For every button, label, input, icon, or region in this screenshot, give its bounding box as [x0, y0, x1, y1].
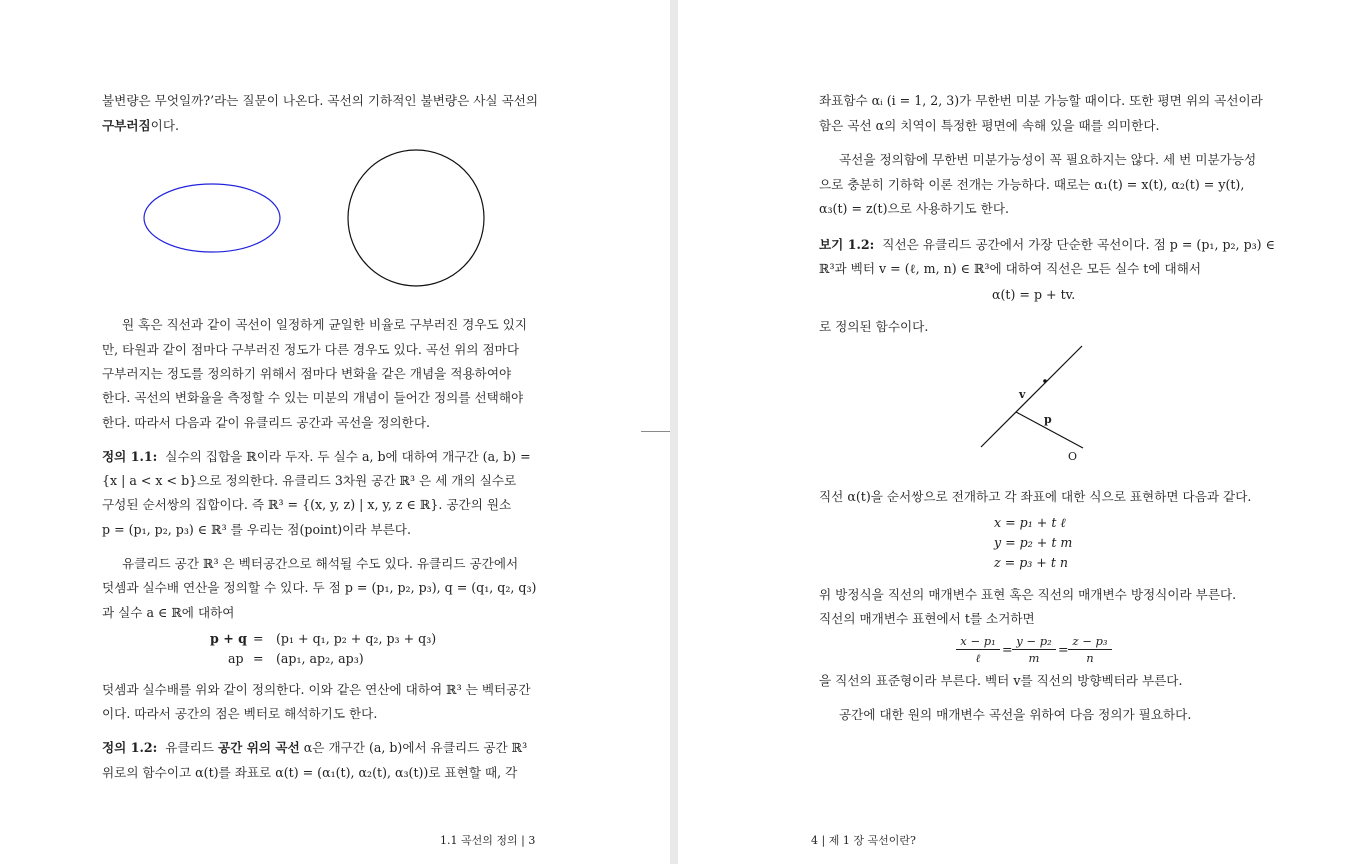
text-line: 덧셈과 실수배 연산을 정의할 수 있다. 두 점 p = (p₁, p₂, p₃), q = (q₁, q₂, q₃) [102, 580, 537, 595]
page-footer: 4 | 제 1 장 곡선이란? [811, 834, 916, 847]
left-page [0, 0, 670, 864]
definition-1-2: 정의 1.2: 유클리드 공간 위의 곡선 α은 개구간 (a, b)에서 유클리드 공간 ℝ³ [102, 740, 528, 755]
text-line: 공간에 대한 원의 매개변수 곡선을 위하여 다음 정의가 필요하다. [839, 707, 1192, 722]
text-line: 과 실수 a ∈ ℝ에 대하여 [102, 605, 235, 620]
text-line: 원 혹은 직선과 같이 곡선이 일정하게 균일한 비율로 구부러진 경우도 있지 [122, 317, 527, 332]
text-line: 덧셈과 실수배를 위와 같이 정의한다. 이와 같은 연산에 대하여 ℝ³ 는 벡터공간 [102, 682, 531, 697]
equation-sign: = [253, 651, 264, 666]
text-line: 이다. 따라서 공간의 점은 벡터로 해석하기도 한다. [102, 706, 378, 721]
text-line: 으로 충분히 기하학 이론 전개는 가능하다. 때로는 α₁(t) = x(t), α₂(t) = y(t), [819, 177, 1245, 192]
example-1-2: 보기 1.2: 직선은 유클리드 공간에서 가장 단순한 곡선이다. 점 p = (p₁, p₂, p₃) ∈ [819, 237, 1275, 252]
definition-1-1: 정의 1.1: 실수의 집합을 ℝ이라 두자. 두 실수 a, b에 대하여 개구간 (a, b) = [102, 449, 531, 464]
definition-label: 정의 1.2: [102, 740, 158, 755]
text-line: 을 직선의 표준형이라 부른다. 벡터 v를 직선의 방향벡터라 부른다. [819, 673, 1183, 688]
text-line: 위 방정식을 직선의 매개변수 표현 혹은 직선의 매개변수 방정식이라 부른다. [819, 587, 1237, 602]
vector-label-v: v [1019, 388, 1026, 401]
ellipse-shape [144, 184, 280, 252]
system-eq-y: y = p₂ + t m [994, 535, 1073, 550]
fraction-x: x − p₁ ℓ [956, 634, 1000, 665]
equation-lhs: ap [228, 651, 244, 666]
definition-label: 정의 1.1: [102, 449, 158, 464]
origin-label: O [1068, 450, 1078, 463]
line-equation: α(t) = p + tv. [992, 287, 1076, 302]
text-line: 로 정의된 함수이다. [819, 319, 929, 334]
text-line: 불변량은 무엇일까?’라는 질문이 나온다. 곡선의 기하적인 불변량은 사실 곡선의 [102, 93, 539, 108]
equation-rhs: (p₁ + q₁, p₂ + q₂, p₃ + q₃) [276, 631, 437, 646]
system-eq-z: z = p₃ + t n [994, 555, 1069, 570]
equation-sign: = [253, 631, 264, 646]
equation-rhs: (ap₁, ap₂, ap₃) [276, 651, 364, 666]
term-space-curve: 공간 위의 곡선 [217, 740, 300, 755]
text-line: 만, 타원과 같이 점마다 구부러진 정도가 다른 경우도 있다. 곡선 위의 점마다 [102, 342, 520, 357]
text-line: 위로의 함수이고 α(t)를 좌표로 α(t) = (α₁(t), α₂(t), α₃(t))로 표현할 때, 각 [102, 765, 518, 780]
text-line: 구부러짐이다. [102, 118, 180, 133]
equation-sign: = [1058, 642, 1069, 657]
text-line: 직선 α(t)을 순서쌍으로 전개하고 각 좌표에 대한 식으로 표현하면 다음과 같다. [819, 489, 1252, 504]
text-line: 구성된 순서쌍의 집합이다. 즉 ℝ³ = {(x, y, z) | x, y, z ∈ ℝ}. 공간의 원소 [102, 497, 512, 512]
example-label: 보기 1.2: [819, 237, 875, 252]
text-line: 직선의 매개변수 표현에서 t를 소거하면 [819, 611, 1035, 626]
ellipse-and-circle-figure [0, 0, 670, 300]
term-curvature: 구부러짐 [102, 118, 151, 133]
text-line: 한다. 따라서 다음과 같이 유클리드 공간과 곡선을 정의한다. [102, 415, 431, 430]
book-spine [670, 0, 678, 864]
text-line: 좌표함수 αᵢ (i = 1, 2, 3)가 무한번 미분 가능할 때이다. 또한 평면 위의 곡선이라 [819, 93, 1263, 108]
text-line: 한다. 곡선의 변화율을 측정할 수 있는 미분의 개념이 들어간 정의를 선택해야 [102, 390, 524, 405]
system-eq-x: x = p₁ + t ℓ [994, 515, 1066, 530]
equation-sign: = [1002, 642, 1013, 657]
text-line: ℝ³과 벡터 v = (ℓ, m, n) ∈ ℝ³에 대하여 직선은 모든 실수 t에 대해서 [819, 261, 1202, 276]
page-footer: 1.1 곡선의 정의 | 3 [440, 834, 536, 847]
text-line: p = (p₁, p₂, p₃) ∈ ℝ³ 를 우리는 점(point)이라 부른다. [102, 522, 411, 537]
text-line: α₃(t) = z(t)으로 사용하기도 한다. [819, 201, 1010, 216]
equation-lhs: p + q [210, 631, 247, 646]
fraction-y: y − p₂ m [1012, 634, 1056, 665]
vector-label-p: p [1044, 413, 1052, 426]
text-line: {x | a < x < b}으로 정의한다. 유클리드 3차원 공간 ℝ³ 은 세 개의 실수로 [102, 473, 517, 488]
text-line: 유클리드 공간 ℝ³ 은 벡터공간으로 해석될 수도 있다. 유클리드 공간에서 [122, 556, 519, 571]
fraction-z: z − p₃ n [1068, 634, 1112, 665]
circle-shape [348, 150, 484, 286]
text-line: 함은 곡선 α의 치역이 특정한 평면에 속해 있을 때를 의미한다. [819, 118, 1160, 133]
text-line: 곡선을 정의함에 무한번 미분가능성이 꼭 필요하지는 않다. 세 번 미분가능성 [839, 152, 1257, 167]
line-shape [981, 346, 1082, 447]
point-dot [1043, 379, 1047, 383]
line-vector-figure [678, 0, 1348, 480]
spine-mark [641, 431, 670, 432]
right-page [678, 0, 1348, 864]
text-line: 구부러지는 정도를 정의하기 위해서 점마다 변화율 같은 개념을 적용하여야 [102, 366, 512, 381]
